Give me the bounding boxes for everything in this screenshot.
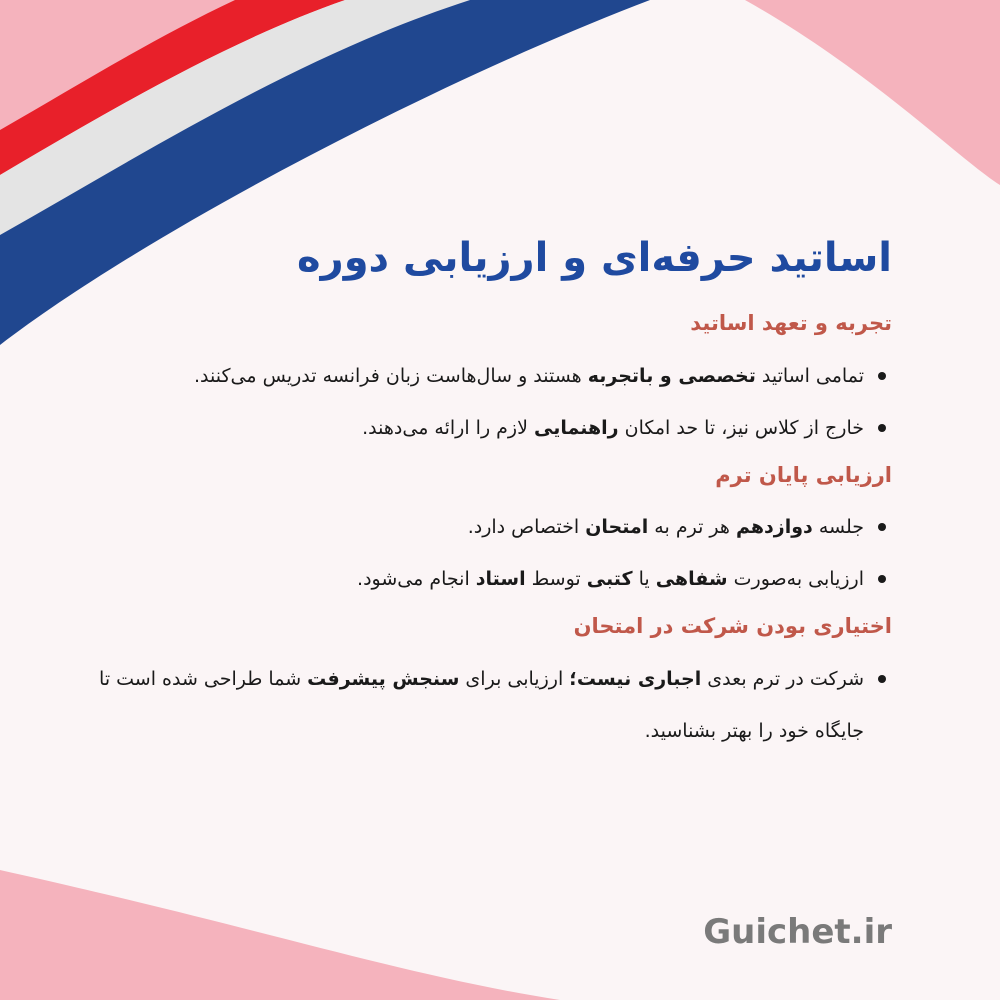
bullet-item <box>92 501 892 553</box>
section-heading: تجربه و تعهد اساتید <box>690 311 892 335</box>
bullet-item <box>92 402 892 454</box>
section-heading: ارزیابی پایان ترم <box>715 462 892 487</box>
content-area <box>92 232 892 763</box>
body-text: هر ترم به <box>648 516 736 538</box>
bullet-list <box>92 501 892 605</box>
bullet-list <box>92 350 892 454</box>
body-text: لازم را ارائه می‌دهند. <box>362 416 534 439</box>
page-title: اساتید حرفه‌ای و ارزیابی دوره <box>297 235 892 281</box>
body-text: اختصاص دارد. <box>467 516 586 538</box>
body-text: توسط <box>525 568 587 590</box>
emphasis-text: تخصصی و باتجربه <box>587 364 756 387</box>
emphasis-text: امتحان <box>585 516 649 538</box>
bullet-item <box>92 553 892 605</box>
body-text: انجام می‌شود. <box>357 568 476 590</box>
emphasis-text: راهنمایی <box>533 416 619 439</box>
bullet-dot-icon <box>878 575 886 583</box>
site-logo[interactable]: Guichet.ir <box>703 912 892 952</box>
emphasis-text: کتبی <box>586 568 633 590</box>
emphasis-text: شفاهی <box>655 568 728 590</box>
bullet-dot-icon <box>878 675 886 683</box>
body-text: تمامی اساتید <box>755 364 864 387</box>
body-text: شرکت در ترم بعدی <box>701 667 864 690</box>
body-text: ارزیابی برای <box>459 667 570 690</box>
body-text: جلسه <box>812 516 864 538</box>
bullet-dot-icon <box>878 523 886 531</box>
body-text: یا <box>632 568 656 590</box>
emphasis-text: استاد <box>475 568 526 590</box>
body-text: خارج از کلاس نیز، تا حد امکان <box>618 416 864 439</box>
bullet-item <box>92 653 892 757</box>
emphasis-text: اجباری نیست؛ <box>569 667 702 690</box>
emphasis-text: سنجش پیشرفت <box>307 667 460 690</box>
bullet-list <box>92 653 892 757</box>
section-heading: اختیاری بودن شرکت در امتحان <box>573 614 892 638</box>
body-text: ارزیابی به‌صورت <box>727 568 864 590</box>
sections-container <box>92 308 892 757</box>
bullet-dot-icon <box>878 424 886 432</box>
bullet-item <box>92 350 892 402</box>
body-text: هستند و سال‌هاست زبان فرانسه تدریس می‌کنند. <box>194 364 588 387</box>
bullet-dot-icon <box>878 372 886 380</box>
body-text: شما طراحی شده است تا جایگاه خود را بهتر بشناسید. <box>99 667 864 742</box>
emphasis-text: دوازدهم <box>735 516 813 538</box>
